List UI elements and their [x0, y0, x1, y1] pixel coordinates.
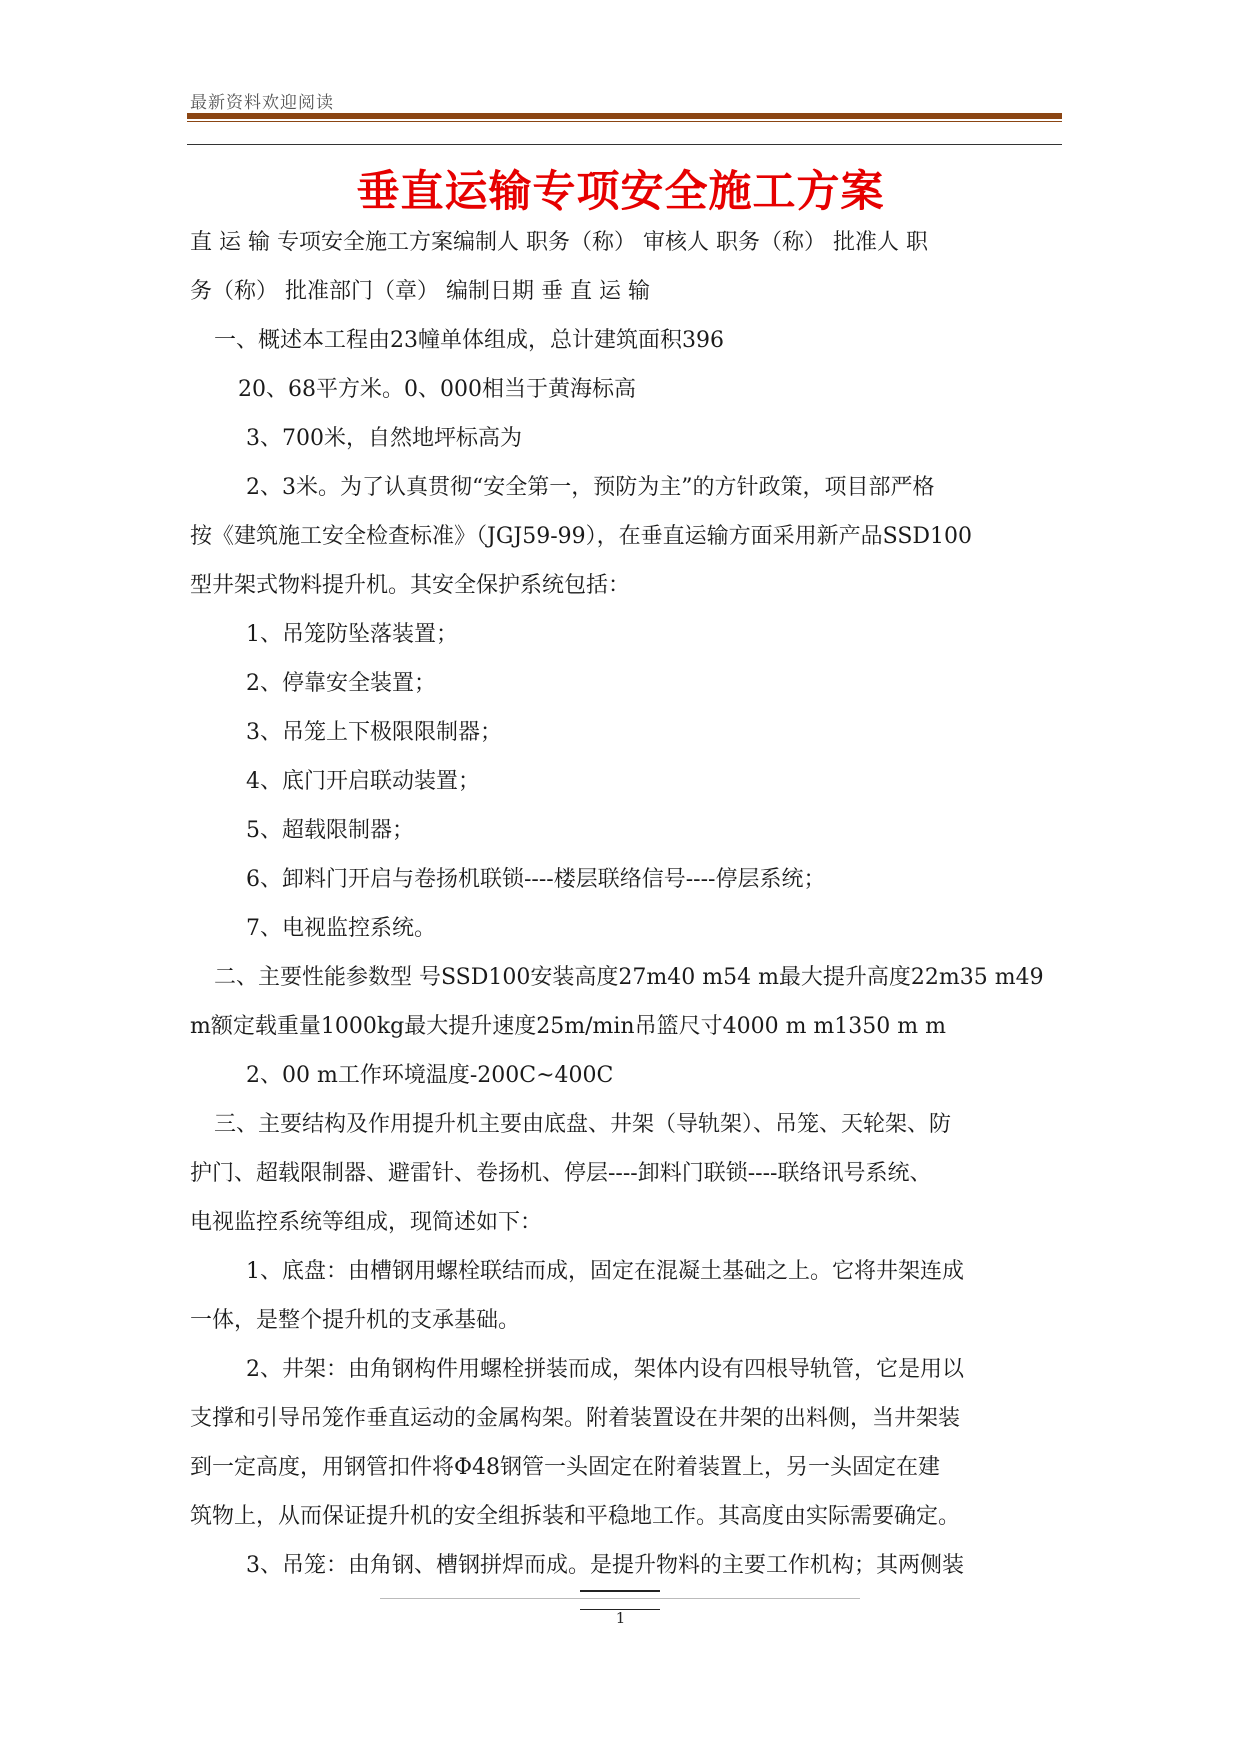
paragraph-line: 2、00 m工作环境温度-200C~400C [246, 1063, 614, 1088]
running-header: 最新资料欢迎阅读 [190, 93, 334, 113]
section-heading-parameters: 二、主要性能参数型 号SSD100安装高度27m40 m54 m最大提升高度22m35 m49 [214, 965, 1044, 990]
paragraph-line: 支撑和引导吊笼作垂直运动的金属构架。附着装置设在井架的出料侧，当井架装 [190, 1406, 961, 1431]
paragraph-line: 3、700米，自然地坪标高为 [246, 426, 522, 451]
document-body [190, 218, 1080, 1590]
list-item: 3、吊笼上下极限限制器； [246, 720, 502, 745]
paragraph-line: 筑物上，从而保证提升机的安全组拆装和平稳地工作。其高度由实际需要确定。 [190, 1504, 961, 1529]
list-item: 7、电视监控系统。 [246, 916, 436, 941]
paragraph-line: 1、底盘：由槽钢用螺栓联结而成，固定在混凝土基础之上。它将井架连成 [246, 1259, 964, 1284]
list-item: 6、卸料门开启与卷扬机联锁----楼层联络信号----停层系统； [246, 867, 826, 892]
paragraph-line: 型井架式物料提升机。其安全保护系统包括： [190, 573, 631, 598]
paragraph-line: 2、井架：由角钢构件用螺栓拼装而成，架体内设有四根导轨管，它是用以 [246, 1357, 964, 1382]
paragraph-line: 直 运 输 专项安全施工方案编制人 职务（称） 审核人 职务（称） 批准人 职 [190, 230, 928, 255]
header-rule-bottom [187, 144, 1062, 145]
header-rule-thin [187, 121, 1062, 122]
paragraph-line: 20、68平方米。0、000相当于黄海标高 [238, 377, 636, 402]
footer-rule [380, 1598, 860, 1599]
paragraph-line: m额定载重量1000kg最大提升速度25m/min吊篮尺寸4000 m m1350 m m [190, 1014, 946, 1039]
paragraph-line: 电视监控系统等组成，现简述如下： [190, 1210, 543, 1235]
paragraph-line: 护门、超载限制器、避雷针、卷扬机、停层----卸料门联锁----联络讯号系统、 [190, 1161, 932, 1186]
paragraph-line: 一体，是整个提升机的支承基础。 [190, 1308, 521, 1333]
paragraph-line: 3、吊笼：由角钢、槽钢拼焊而成。是提升物料的主要工作机构；其两侧装 [246, 1553, 964, 1578]
paragraph-line: 到一定高度，用钢管扣件将Φ48钢管一头固定在附着装置上，另一头固定在建 [190, 1455, 941, 1480]
paragraph-line: 按《建筑施工安全检查标准》（JGJ59-99），在垂直运输方面采用新产品SSD100 [190, 524, 973, 549]
list-item: 5、超载限制器； [246, 818, 414, 843]
footer-mark [580, 1590, 660, 1592]
header-rule-thick [187, 113, 1062, 119]
list-item: 4、底门开启联动装置； [246, 769, 480, 794]
document-title: 垂直运输专项安全施工方案 [356, 167, 885, 217]
section-heading-structure: 三、主要结构及作用提升机主要由底盘、井架（导轨架）、吊笼、天轮架、防 [214, 1112, 952, 1137]
paragraph-line: 务（称） 批准部门（章） 编制日期 垂 直 运 输 [190, 279, 650, 304]
page-number: 1 [615, 1609, 626, 1627]
section-heading-overview: 一、概述本工程由23幢单体组成，总计建筑面积396 [214, 328, 724, 353]
list-item: 2、停靠安全装置； [246, 671, 436, 696]
paragraph-line: 2、3米。为了认真贯彻“安全第一，预防为主”的方针政策，项目部严格 [246, 475, 935, 500]
list-item: 1、吊笼防坠落装置； [246, 622, 458, 647]
